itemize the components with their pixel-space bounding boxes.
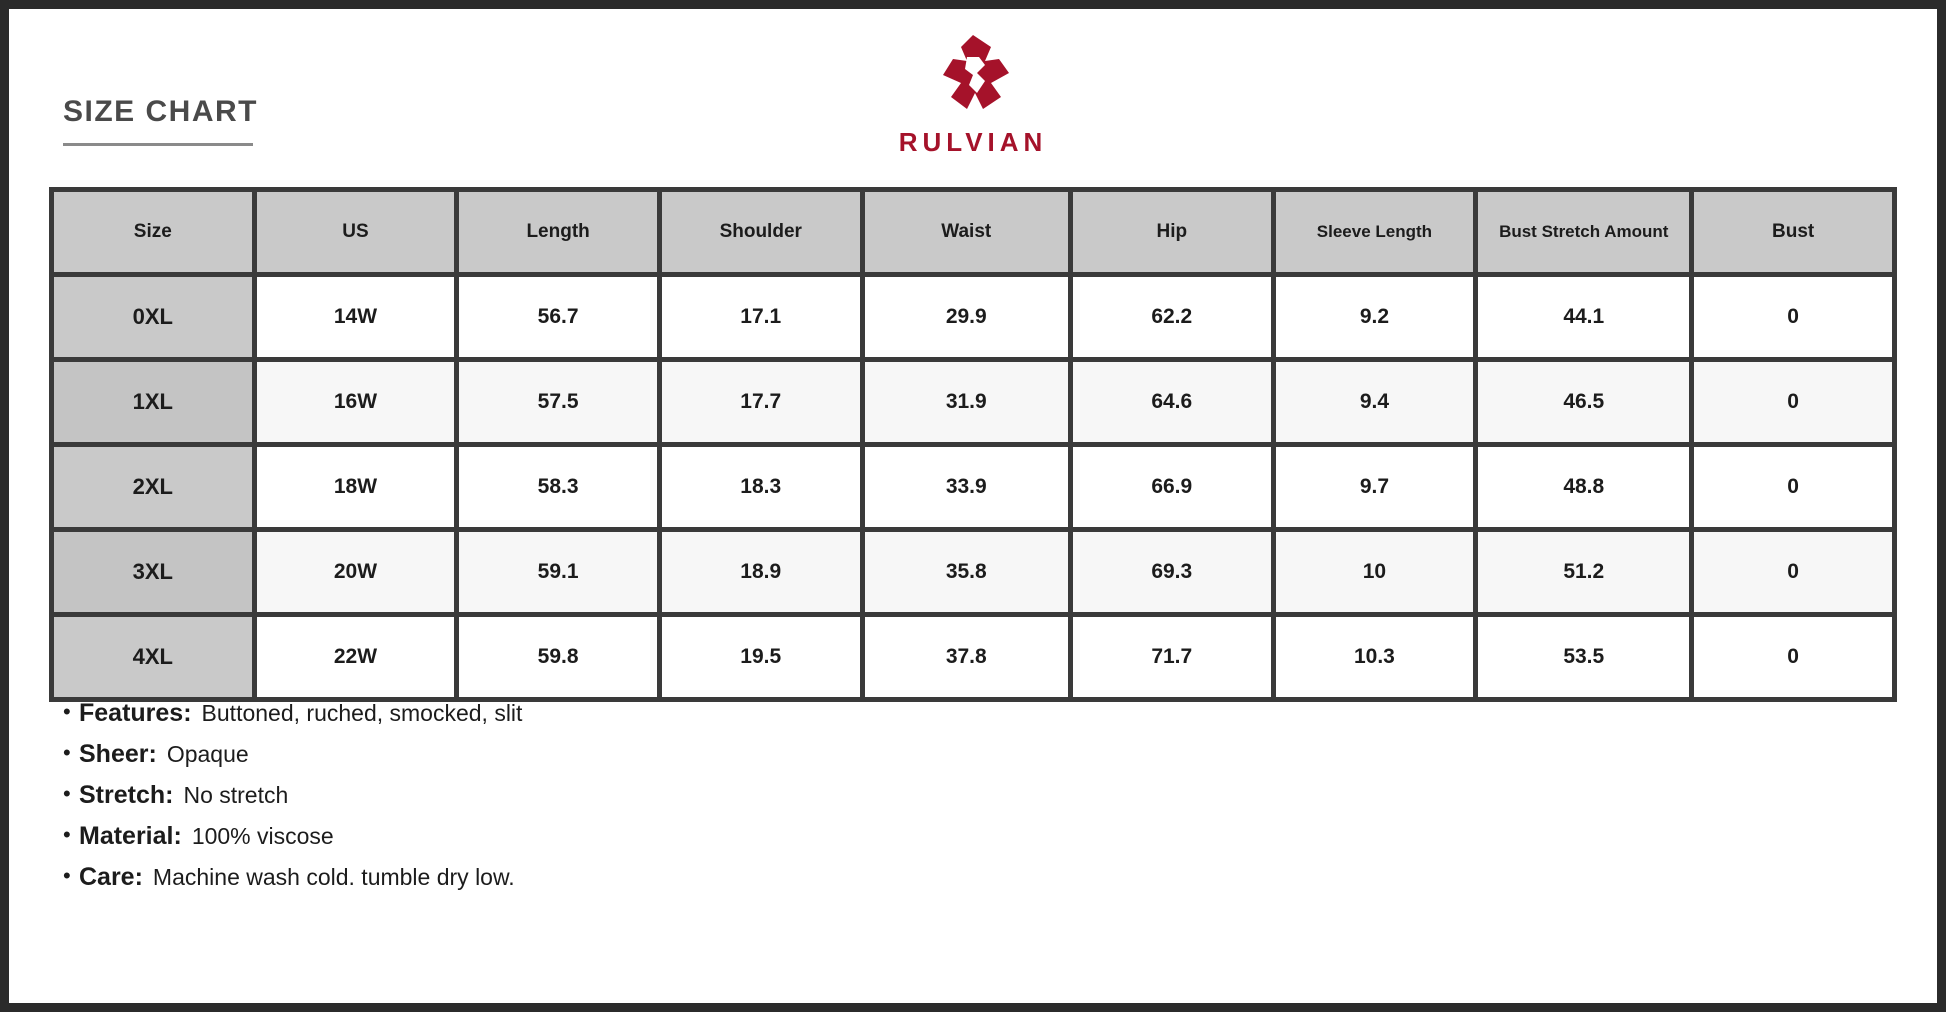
list-item	[63, 781, 522, 810]
cell-us: 14W	[254, 275, 457, 360]
cell-bust: 0	[1692, 360, 1895, 445]
cell-us: 20W	[254, 530, 457, 615]
cell-us: 16W	[254, 360, 457, 445]
cell-shoulder: 17.7	[659, 360, 862, 445]
table-row	[52, 445, 1895, 530]
table-header	[52, 190, 1895, 275]
cell-hip: 69.3	[1070, 530, 1273, 615]
cell-bust-stretch-amount: 48.8	[1476, 445, 1692, 530]
detail-label: Material:	[79, 822, 182, 850]
cell-bust: 0	[1692, 275, 1895, 360]
bullet-icon: •	[63, 699, 71, 724]
cell-size: 2XL	[52, 445, 255, 530]
cell-bust-stretch-amount: 53.5	[1476, 615, 1692, 700]
column-header-bust-stretch-amount: Bust Stretch Amount	[1476, 190, 1692, 275]
list-item	[63, 699, 522, 728]
bullet-icon: •	[63, 822, 71, 847]
detail-value: Opaque	[166, 741, 249, 767]
cell-size: 0XL	[52, 275, 255, 360]
detail-label: Stretch:	[79, 781, 174, 809]
column-header-waist: Waist	[862, 190, 1070, 275]
column-header-length: Length	[457, 190, 660, 275]
table-row	[52, 615, 1895, 700]
brand-block	[9, 31, 1937, 158]
size-chart-table-wrapper	[49, 187, 1897, 702]
cell-waist: 29.9	[862, 275, 1070, 360]
cell-waist: 33.9	[862, 445, 1070, 530]
cell-waist: 31.9	[862, 360, 1070, 445]
detail-label: Sheer:	[79, 740, 157, 768]
table-body	[52, 275, 1895, 700]
detail-label: Features:	[79, 699, 192, 727]
cell-shoulder: 18.3	[659, 445, 862, 530]
page-title-block	[63, 95, 258, 146]
detail-value: No stretch	[183, 782, 289, 808]
cell-sleeve-length: 10	[1273, 530, 1476, 615]
bullet-icon: •	[63, 740, 71, 765]
column-header-shoulder: Shoulder	[659, 190, 862, 275]
cell-sleeve-length: 10.3	[1273, 615, 1476, 700]
cell-hip: 64.6	[1070, 360, 1273, 445]
cell-shoulder: 18.9	[659, 530, 862, 615]
brand-name: RULVIAN	[898, 127, 1048, 157]
table-row	[52, 360, 1895, 445]
cell-size: 1XL	[52, 360, 255, 445]
bullet-icon: •	[63, 863, 71, 888]
cell-size: 3XL	[52, 530, 255, 615]
cell-bust: 0	[1692, 445, 1895, 530]
column-header-bust: Bust	[1692, 190, 1895, 275]
table-row	[52, 275, 1895, 360]
table-row	[52, 530, 1895, 615]
cell-waist: 35.8	[862, 530, 1070, 615]
cell-sleeve-length: 9.2	[1273, 275, 1476, 360]
list-item	[63, 740, 522, 769]
cell-us: 22W	[254, 615, 457, 700]
cell-hip: 66.9	[1070, 445, 1273, 530]
list-item	[63, 822, 522, 851]
cell-hip: 71.7	[1070, 615, 1273, 700]
cell-length: 58.3	[457, 445, 660, 530]
size-chart-table	[49, 187, 1897, 702]
list-item	[63, 863, 522, 892]
cell-length: 56.7	[457, 275, 660, 360]
cell-bust: 0	[1692, 615, 1895, 700]
document-inner	[9, 9, 1937, 1003]
detail-value: 100% viscose	[191, 823, 334, 849]
table-header-row	[52, 190, 1895, 275]
cell-shoulder: 17.1	[659, 275, 862, 360]
cell-length: 59.1	[457, 530, 660, 615]
cell-length: 57.5	[457, 360, 660, 445]
column-header-hip: Hip	[1070, 190, 1273, 275]
column-header-sleeve-length: Sleeve Length	[1273, 190, 1476, 275]
bullet-icon: •	[63, 781, 71, 806]
rulvian-monogram-icon	[9, 31, 1937, 123]
cell-length: 59.8	[457, 615, 660, 700]
title-underline	[63, 143, 253, 146]
cell-hip: 62.2	[1070, 275, 1273, 360]
cell-waist: 37.8	[862, 615, 1070, 700]
cell-sleeve-length: 9.7	[1273, 445, 1476, 530]
detail-label: Care:	[79, 863, 143, 891]
cell-us: 18W	[254, 445, 457, 530]
cell-shoulder: 19.5	[659, 615, 862, 700]
column-header-size: Size	[52, 190, 255, 275]
cell-bust-stretch-amount: 44.1	[1476, 275, 1692, 360]
cell-bust: 0	[1692, 530, 1895, 615]
cell-bust-stretch-amount: 46.5	[1476, 360, 1692, 445]
cell-sleeve-length: 9.4	[1273, 360, 1476, 445]
cell-bust-stretch-amount: 51.2	[1476, 530, 1692, 615]
column-header-us: US	[254, 190, 457, 275]
cell-size: 4XL	[52, 615, 255, 700]
page-title: SIZE CHART	[63, 95, 258, 128]
detail-value: Machine wash cold. tumble dry low.	[152, 864, 515, 890]
product-details-list	[63, 699, 522, 904]
detail-value: Buttoned, ruched, smocked, slit	[201, 700, 523, 726]
